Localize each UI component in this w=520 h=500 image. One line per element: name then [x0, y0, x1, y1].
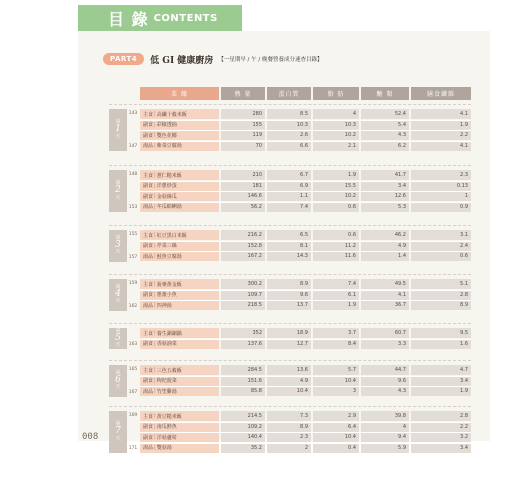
page-ref: 153 — [128, 205, 138, 210]
dish-category: 副食 — [143, 243, 154, 249]
dish-cell — [140, 376, 219, 386]
value-protein: 14.3 — [267, 251, 311, 261]
page-ref: 169 — [128, 413, 138, 418]
dish-category: 副食 — [143, 122, 154, 128]
dish-separator: | — [154, 203, 156, 210]
value-fat: 0.6 — [313, 230, 359, 240]
value-carbs: 46.2 — [361, 230, 409, 240]
day-label-num: 7 — [115, 426, 121, 437]
value-protein: 12.7 — [267, 339, 311, 349]
row-divider — [140, 339, 471, 340]
part-title: 低 GI 健康廚房 — [150, 55, 214, 66]
group-divider — [109, 274, 471, 275]
dish-separator: | — [154, 388, 156, 394]
value-protein: 7.3 — [267, 411, 311, 421]
value-protein: 13.6 — [267, 365, 311, 375]
dish-cell — [140, 141, 219, 151]
value-fat: 1.9 — [313, 300, 359, 310]
value-fiber: 2.2 — [411, 422, 471, 432]
page-range — [127, 330, 139, 347]
day-label-suffix: 天 — [115, 194, 121, 201]
value-protein: 8.9 — [267, 422, 311, 432]
value-carbs: 5.4 — [361, 120, 409, 130]
value-calories: 140.4 — [221, 432, 265, 442]
banner-subtitle: CONTENTS — [153, 12, 218, 24]
value-protein: 6.5 — [267, 230, 311, 240]
value-carbs: 44.7 — [361, 365, 409, 375]
value-fat: 8.4 — [313, 339, 359, 349]
group-divider — [109, 225, 471, 226]
value-calories: 214.5 — [221, 411, 265, 421]
dish-category: 副食 — [143, 341, 154, 347]
value-calories: 56.2 — [221, 202, 265, 212]
dish-separator: | — [154, 367, 156, 373]
day-label-prefix: 第 — [115, 283, 121, 290]
value-fat: 0.4 — [313, 443, 359, 453]
value-carbs: 4 — [361, 422, 409, 432]
dish-name: 鮭魚豆腐湯 — [156, 253, 182, 260]
value-carbs: 52.4 — [361, 109, 409, 119]
value-fiber: 2.3 — [411, 170, 471, 180]
value-fat: 2.9 — [313, 411, 359, 421]
dish-category: 主食 — [143, 367, 154, 374]
dish-name: 金菇絲瓜 — [156, 193, 177, 200]
dish-separator: | — [154, 121, 156, 128]
value-protein: 8.5 — [267, 109, 311, 119]
row-divider — [140, 141, 471, 142]
dish-name: 黃豆糙米飯 — [156, 413, 182, 420]
page-ref: 162 — [128, 303, 138, 309]
day-label-suffix: 天 — [115, 342, 121, 349]
value-carbs: 3.3 — [361, 339, 409, 349]
dish-category: 湯品 — [143, 388, 154, 395]
dish-separator: | — [154, 281, 156, 287]
row-divider — [140, 290, 471, 291]
value-fat: 3 — [313, 386, 359, 396]
dish-cell — [140, 241, 219, 251]
value-carbs: 4.1 — [361, 290, 409, 300]
day-label-suffix: 天 — [115, 384, 121, 391]
dish-cell — [140, 300, 219, 310]
value-fat: 10.3 — [313, 120, 359, 130]
value-carbs: 12.6 — [361, 191, 409, 201]
page-range — [127, 367, 139, 395]
value-protein: 9.6 — [267, 290, 311, 300]
dish-cell — [140, 109, 219, 119]
value-calories: 216.2 — [221, 230, 265, 240]
dish-category: 主食 — [143, 281, 154, 288]
dish-category: 主食 — [143, 232, 154, 239]
value-carbs: 36.7 — [361, 300, 409, 310]
dish-cell — [140, 411, 219, 421]
value-calories: 152.8 — [221, 241, 265, 251]
value-fat: 5.7 — [313, 365, 359, 375]
value-protein: 2.3 — [267, 432, 311, 442]
row-divider — [140, 130, 471, 131]
dish-cell — [140, 386, 219, 396]
header-dish: 菜 餚 — [140, 87, 219, 100]
value-fiber: 9.5 — [411, 328, 471, 338]
value-fiber: 2.8 — [411, 290, 471, 300]
value-fiber: 1 — [411, 191, 471, 201]
day-label — [109, 170, 127, 212]
dish-name: 薏仁糙米飯 — [156, 172, 182, 179]
dish-cell — [140, 443, 219, 453]
value-calories: 70 — [221, 141, 265, 151]
part-subtitle: 【一星期早 / 午 / 晚餐營養成分速查目錄】 — [218, 57, 323, 63]
day-label — [109, 411, 127, 453]
value-calories: 151.6 — [221, 376, 265, 386]
dish-cell — [140, 170, 219, 180]
value-calories: 284.5 — [221, 365, 265, 375]
row-divider — [140, 191, 471, 192]
value-protein: 10.4 — [267, 386, 311, 396]
dish-separator: | — [154, 232, 156, 238]
group-divider — [109, 165, 471, 166]
value-protein: 6.9 — [267, 181, 311, 191]
dish-name: 三色五穀飯 — [156, 367, 182, 374]
page-ref: 167 — [128, 389, 138, 395]
page-ref: 157 — [128, 254, 138, 260]
page-range — [127, 281, 139, 309]
dish-name: 洋菇蘆筍 — [156, 434, 177, 441]
value-fiber: 4.7 — [411, 365, 471, 375]
value-carbs: 4.3 — [361, 130, 409, 140]
value-fiber: 2.2 — [411, 130, 471, 140]
dish-category: 副食 — [143, 132, 154, 139]
page-range — [127, 232, 139, 260]
row-divider — [140, 376, 471, 377]
dish-separator: | — [154, 340, 156, 347]
value-calories: 137.6 — [221, 339, 265, 349]
group-divider — [109, 104, 471, 105]
dish-category: 副食 — [143, 424, 154, 430]
day-label-prefix: 第 — [115, 180, 121, 187]
dish-category: 副食 — [143, 292, 154, 298]
day-label — [109, 230, 127, 262]
value-calories: 352 — [221, 328, 265, 338]
value-calories: 218.5 — [221, 300, 265, 310]
dish-cell — [140, 279, 219, 289]
dish-name: 雙色花椰 — [156, 132, 177, 139]
dish-cell — [140, 191, 219, 201]
value-calories: 210 — [221, 170, 265, 180]
value-carbs: 5.9 — [361, 443, 409, 453]
day-label-num: 1 — [115, 124, 121, 135]
dish-cell — [140, 422, 219, 432]
dish-category: 主食 — [143, 413, 154, 420]
group-divider — [109, 360, 471, 361]
dish-separator: | — [154, 291, 156, 298]
day-label-prefix: 第 — [115, 369, 121, 376]
value-calories: 280 — [221, 109, 265, 119]
value-fiber: 5.1 — [411, 279, 471, 289]
dish-category: 湯品 — [143, 253, 154, 260]
value-carbs: 9.4 — [361, 432, 409, 442]
dish-category: 湯品 — [143, 143, 154, 149]
value-fat: 6.4 — [313, 422, 359, 432]
value-protein: 2.6 — [267, 130, 311, 140]
value-fiber: 2.8 — [411, 411, 471, 421]
page-ref: 147 — [128, 144, 138, 149]
value-calories: 85.8 — [221, 386, 265, 396]
page-ref: 148 — [128, 172, 138, 177]
dish-separator: | — [154, 142, 156, 149]
page-ref: 159 — [128, 281, 138, 286]
value-fiber: 3.2 — [411, 432, 471, 442]
value-protein: 13.7 — [267, 300, 311, 310]
group-divider — [109, 323, 471, 324]
value-protein: 8.9 — [267, 279, 311, 289]
value-carbs: 6.2 — [361, 141, 409, 151]
dish-cell — [140, 365, 219, 375]
dish-name: 枸杞菠菜 — [156, 378, 177, 384]
dish-separator: | — [154, 302, 156, 308]
row-divider — [140, 120, 471, 121]
dish-cell — [140, 432, 219, 442]
value-fiber: 1.6 — [411, 339, 471, 349]
dish-name: 蔥薑小魚 — [156, 292, 177, 298]
header-fat: 脂 肪 — [313, 87, 359, 100]
dish-cell — [140, 290, 219, 300]
dish-separator: | — [154, 423, 156, 430]
value-protein: 10.3 — [267, 120, 311, 130]
page-range — [127, 413, 139, 451]
value-carbs: 49.5 — [361, 279, 409, 289]
value-carbs: 4.9 — [361, 241, 409, 251]
value-carbs: 1.4 — [361, 251, 409, 261]
dish-cell — [140, 328, 219, 338]
value-fat: 2.1 — [313, 141, 359, 151]
dish-cell — [140, 339, 219, 349]
value-carbs: 5.3 — [361, 202, 409, 212]
row-divider — [140, 251, 471, 252]
row-divider — [140, 386, 471, 387]
day-label-num: 4 — [115, 289, 121, 300]
value-protein: 18.9 — [267, 328, 311, 338]
day-label-suffix: 天 — [115, 133, 121, 140]
page-ref: 143 — [128, 111, 138, 116]
dish-cell — [140, 202, 219, 212]
day-label-num: 2 — [115, 185, 121, 196]
value-calories: 167.2 — [221, 251, 265, 261]
dish-separator: | — [154, 434, 156, 440]
day-label-num: 5 — [115, 332, 121, 343]
day-label-suffix: 天 — [115, 249, 121, 256]
dish-name: 紅豆黑白米飯 — [156, 232, 187, 239]
value-fat: 0.6 — [313, 202, 359, 212]
dish-category: 主食 — [143, 330, 154, 337]
dish-cell — [140, 251, 219, 261]
dish-separator: | — [154, 182, 156, 189]
dish-category: 副食 — [143, 193, 154, 200]
dish-separator: | — [154, 330, 156, 336]
value-fiber: 0.13 — [411, 181, 471, 191]
dish-name: 香菇滷菜 — [156, 341, 177, 347]
value-protein: 8.1 — [267, 241, 311, 251]
value-calories: 35.2 — [221, 443, 265, 453]
page-ref: 165 — [128, 367, 138, 372]
value-protein: 7.4 — [267, 202, 311, 212]
dish-name: 四神湯 — [156, 302, 172, 309]
value-fat: 10.4 — [313, 432, 359, 442]
dish-name: 彩椒透抽 — [156, 122, 177, 128]
dish-separator: | — [154, 132, 156, 138]
value-calories: 109.7 — [221, 290, 265, 300]
dish-separator: | — [154, 242, 156, 249]
day-label — [109, 328, 127, 349]
value-protein: 4.9 — [267, 376, 311, 386]
row-divider — [140, 300, 471, 301]
dish-category: 湯品 — [143, 302, 154, 309]
dish-cell — [140, 130, 219, 140]
value-fat: 15.5 — [313, 181, 359, 191]
dish-name: 雙菇湯 — [156, 445, 172, 451]
value-fiber: 1.9 — [411, 386, 471, 396]
value-carbs: 39.8 — [361, 411, 409, 421]
value-calories: 119 — [221, 130, 265, 140]
part-heading — [103, 52, 323, 66]
dish-cell — [140, 120, 219, 130]
group-divider — [109, 406, 471, 407]
day-label-num: 3 — [115, 240, 121, 251]
dish-category: 副食 — [143, 434, 154, 441]
dish-name: 竹笙雞湯 — [156, 388, 177, 395]
row-divider — [140, 422, 471, 423]
dish-name: 芹菜三絲 — [156, 243, 177, 249]
value-calories: 146.6 — [221, 191, 265, 201]
dish-category: 湯品 — [143, 204, 154, 210]
dish-separator: | — [154, 377, 156, 384]
contents-banner — [78, 5, 242, 31]
value-calories: 155 — [221, 120, 265, 130]
dish-cell — [140, 181, 219, 191]
value-fiber: 2.4 — [411, 241, 471, 251]
value-fat: 10.2 — [313, 191, 359, 201]
dish-name: 養生涮涮鍋 — [156, 330, 182, 337]
day-label-prefix: 第 — [115, 119, 121, 126]
page-range — [127, 111, 139, 149]
part-badge: PART4 — [103, 53, 144, 65]
value-calories: 300.2 — [221, 279, 265, 289]
day-label-num: 6 — [115, 375, 121, 386]
value-fiber: 4.1 — [411, 109, 471, 119]
value-fiber: 3.4 — [411, 443, 471, 453]
dish-name: 高纖十穀米飯 — [156, 111, 187, 118]
value-fiber: 3.4 — [411, 376, 471, 386]
dish-separator: | — [154, 413, 156, 419]
dish-separator: | — [154, 193, 156, 199]
day-label — [109, 365, 127, 397]
value-fat: 7.4 — [313, 279, 359, 289]
dish-name: 洋蔥炒蛋 — [156, 183, 177, 189]
dish-name: 紫菜豆腐湯 — [156, 143, 182, 149]
day-label-prefix: 第 — [115, 234, 121, 241]
value-protein: 1.1 — [267, 191, 311, 201]
value-protein: 6.7 — [267, 170, 311, 180]
row-divider — [140, 432, 471, 433]
day-label-suffix: 天 — [115, 298, 121, 305]
header-calories: 熱 量 — [221, 87, 265, 100]
day-label — [109, 109, 127, 151]
value-carbs: 4.3 — [361, 386, 409, 396]
table-header — [0, 87, 520, 100]
row-divider — [140, 443, 471, 444]
day-label-prefix: 第 — [115, 327, 121, 334]
value-fiber: 1.9 — [411, 120, 471, 130]
value-carbs: 9.6 — [361, 376, 409, 386]
header-carbs: 醣 類 — [361, 87, 409, 100]
value-fat: 6.1 — [313, 290, 359, 300]
dish-category: 副食 — [143, 183, 154, 189]
value-fat: 3.7 — [313, 328, 359, 338]
value-fiber: 3.1 — [411, 230, 471, 240]
page-ref: 163 — [128, 342, 138, 347]
value-fat: 4 — [313, 109, 359, 119]
header-protein: 蛋白質 — [267, 87, 311, 100]
value-fiber: 4.1 — [411, 141, 471, 151]
day-label-prefix: 第 — [115, 421, 121, 428]
value-calories: 181 — [221, 181, 265, 191]
value-fat: 11.6 — [313, 251, 359, 261]
row-divider — [140, 181, 471, 182]
page-range — [127, 172, 139, 210]
page-number: 008 — [82, 432, 99, 442]
value-fat: 10.2 — [313, 130, 359, 140]
dish-separator: | — [154, 111, 156, 117]
value-fat: 10.4 — [313, 376, 359, 386]
dish-cell — [140, 230, 219, 240]
row-divider — [140, 241, 471, 242]
dish-separator: | — [154, 253, 156, 259]
value-fiber: 8.9 — [411, 300, 471, 310]
dish-category: 副食 — [143, 378, 154, 384]
dish-separator: | — [154, 444, 156, 451]
page-ref: 155 — [128, 232, 138, 237]
value-carbs: 3.4 — [361, 181, 409, 191]
row-divider — [140, 202, 471, 203]
value-fat: 1.9 — [313, 170, 359, 180]
header-fiber: 膳食纖維 — [411, 87, 471, 100]
page-ref: 171 — [128, 446, 138, 451]
dish-category: 主食 — [143, 111, 154, 118]
day-label-suffix: 天 — [115, 435, 121, 442]
value-protein: 2 — [267, 443, 311, 453]
day-label — [109, 279, 127, 311]
value-fat: 11.2 — [313, 241, 359, 251]
dish-name: 南瓜鮮魚 — [156, 424, 177, 430]
dish-separator: | — [154, 172, 156, 178]
dish-name: 蕎麥黃金飯 — [156, 281, 182, 288]
value-calories: 109.2 — [221, 422, 265, 432]
dish-category: 湯品 — [143, 445, 154, 451]
banner-title: 目 錄 — [108, 9, 149, 29]
value-protein: 6.6 — [267, 141, 311, 151]
value-fiber: 0.9 — [411, 202, 471, 212]
dish-category: 主食 — [143, 172, 154, 179]
dish-name: 冬瓜蛤蜊湯 — [156, 204, 182, 210]
value-carbs: 41.7 — [361, 170, 409, 180]
value-fiber: 0.6 — [411, 251, 471, 261]
value-carbs: 60.7 — [361, 328, 409, 338]
